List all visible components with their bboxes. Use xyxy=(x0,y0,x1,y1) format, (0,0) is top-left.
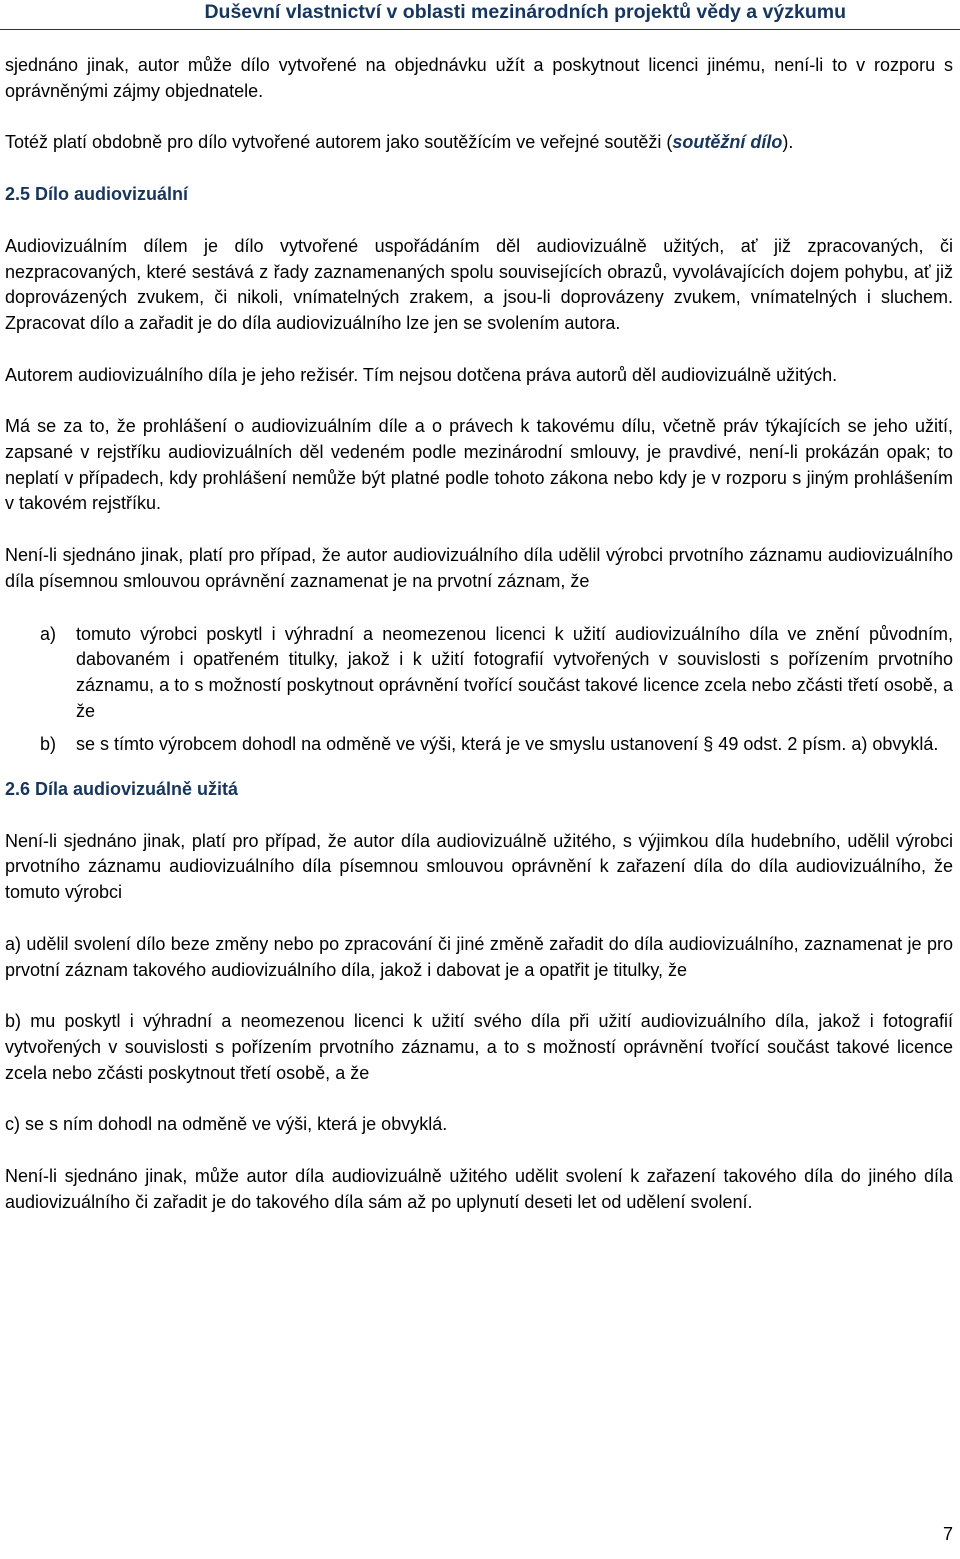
header-rule xyxy=(0,29,960,30)
section-heading-2-6: 2.6 Díla audiovizuálně užitá xyxy=(5,779,239,800)
list-1 xyxy=(5,622,953,759)
paragraph-5: Má se za to, že prohlášení o audiovizuálním díle a o právech k takovému dílu, včetně práv týkajících se jeho užití, zapsané v rejstříku audiovizuálních děl vedeném podle mezinárodní smlouvy, je pravdivé, není-li prokázán opak; to neplatí v případech, kdy prohlášení nemůže být platné podle tohoto zákona nebo kdy je v rozporu s jiným prohlášením v takovém rejstříku. xyxy=(5,416,953,514)
paragraph-3: Audiovizuálním dílem je dílo vytvořené uspořádáním děl audiovizuálně užitých, ať již zpracovaných, či nezpracovaných, které sestává z řady zaznamenaných spolu souvisejících obrazů, vyvolávajících dojem pohybu, ať již doprovázených zvukem, či nikoli, vnímatelných zrakem, a jsou-li doprovázeny zvukem, vnímatelných i sluchem. Zpracovat dílo a zařadit je do díla audiovizuálního lze jen se svolením autora. xyxy=(5,235,953,333)
paragraph-4: Autorem audiovizuálního díla je jeho režisér. Tím nejsou dotčena práva autorů děl audiovizuálně užitých. xyxy=(5,364,838,385)
list-marker: b) xyxy=(40,734,57,755)
paragraph-9: b) mu poskytl i výhradní a neomezenou licenci k užití svého díla při užití audiovizuálního díla, jakož i fotografií vytvořených v souvislosti s pořízením prvotního záznamu, a to s možností oprávnění tvořící součást takové licence zcela nebo zčásti poskytnout třetí osobě, a že xyxy=(5,1011,953,1083)
paragraph-2-end: ). xyxy=(782,132,794,153)
page-header xyxy=(0,0,960,30)
paragraph-1: sjednáno jinak, autor může dílo vytvořené na objednávku užít a poskytnout licenci jinému, není-li to v rozporu s oprávněnými zájmy objednatele. xyxy=(5,55,953,101)
list-item-text: se s tímto výrobcem dohodl na odměně ve výši, která je ve smyslu ustanovení § 49 odst. 2 písm. a) obvyklá. xyxy=(76,734,939,755)
list-item xyxy=(5,732,953,758)
list-item xyxy=(5,622,953,725)
section-heading-2-5: 2.5 Dílo audiovizuální xyxy=(5,184,189,205)
page-number: 7 xyxy=(942,1524,953,1544)
paragraph-8: a) udělil svolení dílo beze změny nebo po zpracování či jiné změně zařadit do díla audiovizuálního, zaznamenat je pro prvotní záznam takového audiovizuálního díla, jakož i dabovat je a opatřit je titulky, že xyxy=(5,933,953,980)
list-marker: a) xyxy=(40,623,57,644)
term-highlight: soutěžní dílo xyxy=(672,132,783,153)
paragraph-2 xyxy=(5,130,953,156)
paragraph-10: c) se s ním dohodl na odměně ve výši, která je obvyklá. xyxy=(5,1114,448,1135)
paragraph-11: Není-li sjednáno jinak, může autor díla audiovizuálně užitého udělit svolení k zařazení takového díla do jiného díla audiovizuálního či zařadit je do takového díla sám až po uplynutí deseti let od udělení svolení. xyxy=(5,1166,953,1212)
list-item-text: tomuto výrobci poskytl i výhradní a neomezenou licenci k užití audiovizuálního díla ve znění původním, dabovaném i opatřeném titulky, jakož i k užití fotografií vytvořených v souvislosti s pořízením prvotního záznamu, a to s možností poskytnout oprávnění tvořící součást takové licence zcela nebo zčásti třetí osobě, a že xyxy=(76,623,953,721)
paragraph-6: Není-li sjednáno jinak, platí pro případ, že autor audiovizuálního díla udělil výrobci prvotního záznamu audiovizuálního díla písemnou smlouvou oprávnění zaznamenat je na prvotní záznam, že xyxy=(5,545,953,591)
paragraph-2-text: Totéž platí obdobně pro dílo vytvořené autorem jako soutěžícím ve veřejné soutěži ( xyxy=(5,132,673,153)
paragraph-7: Není-li sjednáno jinak, platí pro případ, že autor díla audiovizuálně užitého, s výjimkou díla hudebního, udělil výrobci prvotního záznamu audiovizuálního díla písemnou smlouvou oprávnění k zařazení díla do díla audiovizuálního, že tomuto výrobci xyxy=(5,830,953,903)
document-body xyxy=(5,53,953,1216)
header-title: Duševní vlastnictví v oblasti mezinárodních projektů vědy a výzkumu xyxy=(204,1,846,23)
